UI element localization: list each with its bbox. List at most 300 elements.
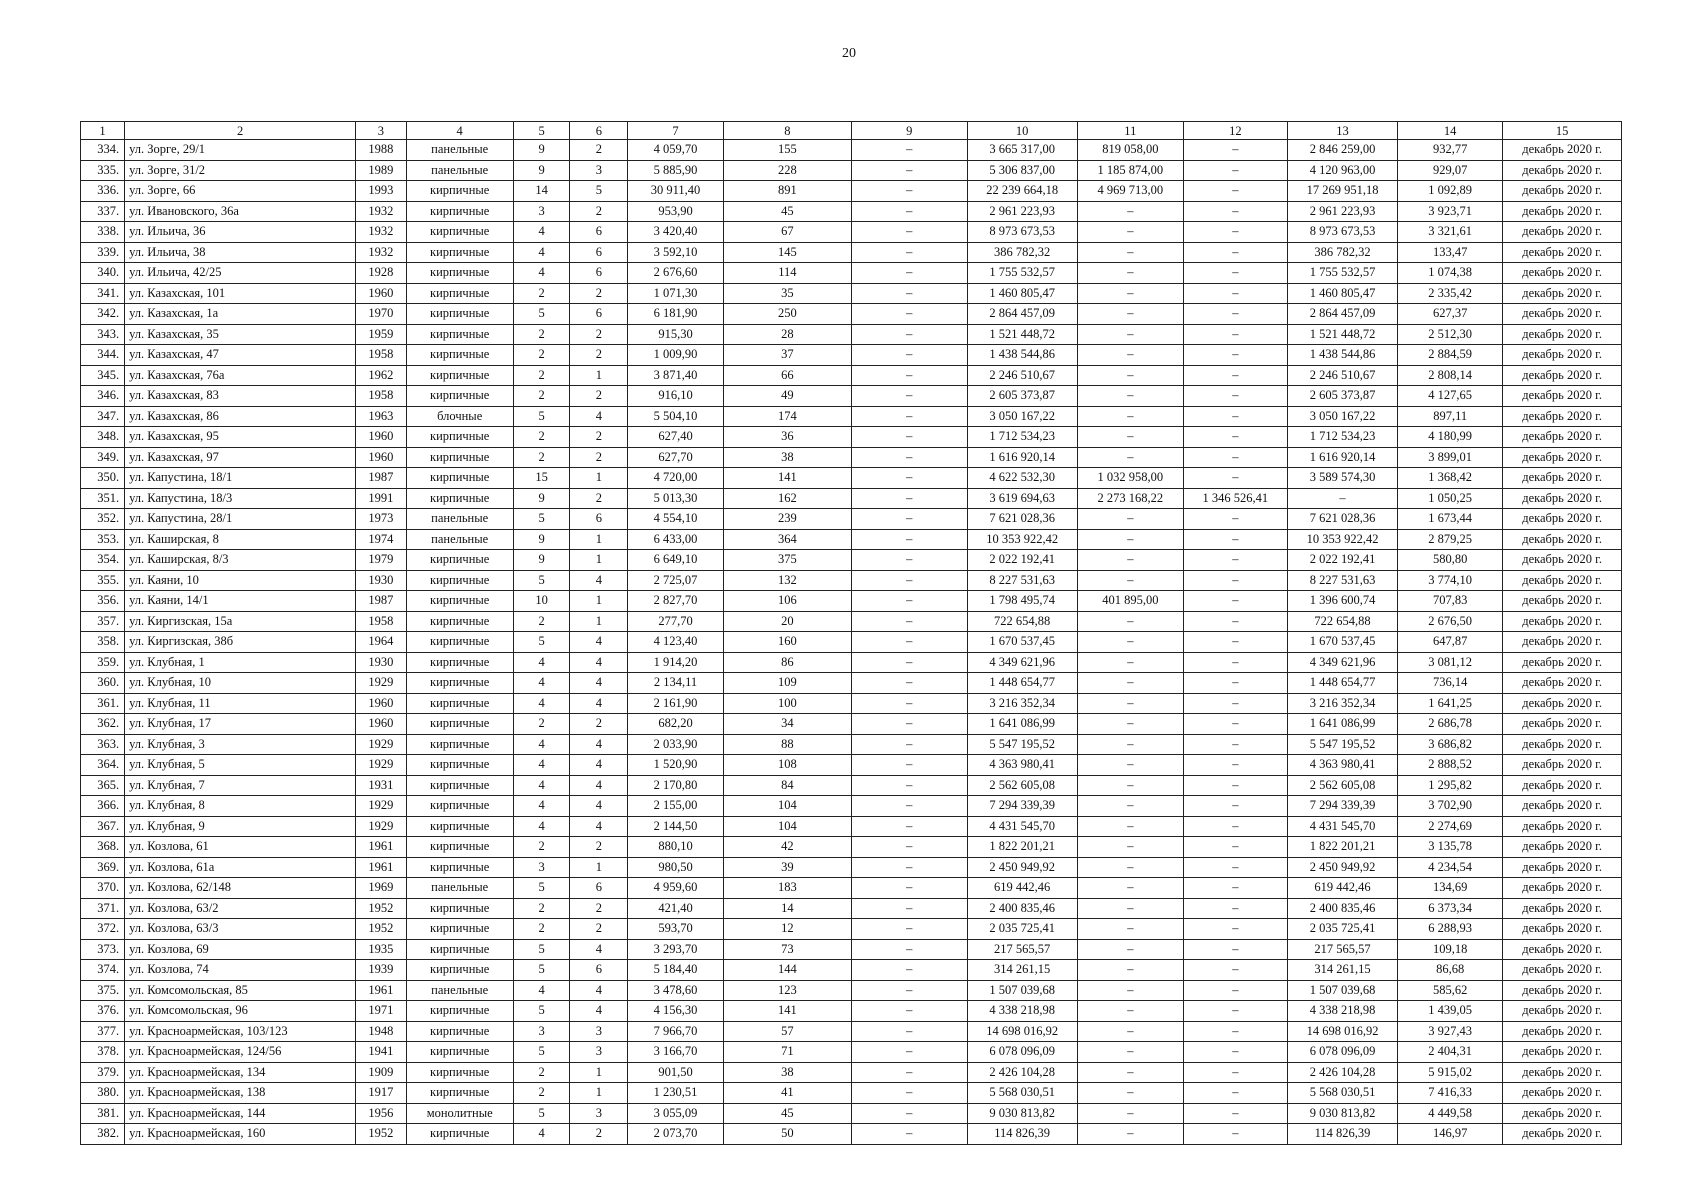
- table-cell: –: [1077, 775, 1183, 796]
- table-cell: 880,10: [628, 837, 724, 858]
- table-cell: 647,87: [1398, 632, 1503, 653]
- table-cell: панельные: [406, 509, 513, 530]
- table-cell: кирпичные: [406, 283, 513, 304]
- table-cell: 357.: [81, 611, 125, 632]
- table-cell: декабрь 2020 г.: [1503, 242, 1622, 263]
- table-row: [81, 898, 1622, 919]
- table-cell: 360.: [81, 673, 125, 694]
- table-cell: 10 353 922,42: [967, 529, 1077, 550]
- table-row: [81, 509, 1622, 530]
- table-cell: 5: [570, 181, 628, 202]
- table-cell: 100: [723, 693, 851, 714]
- table-cell: –: [851, 1042, 967, 1063]
- column-number-row: [81, 122, 1622, 140]
- table-cell: 1948: [356, 1021, 406, 1042]
- table-cell: 10: [513, 591, 570, 612]
- table-cell: кирпичные: [406, 1083, 513, 1104]
- table-cell: кирпичные: [406, 365, 513, 386]
- table-cell: 339.: [81, 242, 125, 263]
- table-cell: –: [851, 1124, 967, 1145]
- table-cell: 9: [513, 529, 570, 550]
- table-cell: 174: [723, 406, 851, 427]
- table-cell: 1989: [356, 160, 406, 181]
- table-cell: 5: [513, 960, 570, 981]
- table-cell: 7 966,70: [628, 1021, 724, 1042]
- table-cell: –: [1183, 980, 1287, 1001]
- table-cell: –: [1183, 591, 1287, 612]
- table-cell: 88: [723, 734, 851, 755]
- table-cell: ул. Ильича, 42/25: [125, 263, 356, 284]
- table-cell: 7 621 028,36: [1287, 509, 1397, 530]
- table-row: [81, 222, 1622, 243]
- table-cell: 2: [513, 714, 570, 735]
- column-number-cell: 14: [1398, 122, 1503, 140]
- table-cell: 6 373,34: [1398, 898, 1503, 919]
- table-cell: кирпичные: [406, 939, 513, 960]
- table-cell: 6 078 096,09: [1287, 1042, 1397, 1063]
- table-cell: 619 442,46: [967, 878, 1077, 899]
- table-cell: –: [1183, 1103, 1287, 1124]
- table-cell: –: [1183, 673, 1287, 694]
- table-cell: –: [851, 673, 967, 694]
- table-cell: ул. Зорге, 66: [125, 181, 356, 202]
- table-cell: 4 554,10: [628, 509, 724, 530]
- table-cell: 1991: [356, 488, 406, 509]
- table-cell: 4: [570, 406, 628, 427]
- table-cell: –: [851, 550, 967, 571]
- table-cell: 9: [513, 488, 570, 509]
- table-cell: 354.: [81, 550, 125, 571]
- table-cell: 356.: [81, 591, 125, 612]
- table-cell: 4: [570, 734, 628, 755]
- table-cell: 1952: [356, 898, 406, 919]
- table-cell: 337.: [81, 201, 125, 222]
- table-cell: –: [851, 816, 967, 837]
- table-cell: 4 123,40: [628, 632, 724, 653]
- table-cell: 1 755 532,57: [967, 263, 1077, 284]
- table-cell: –: [1077, 632, 1183, 653]
- table-cell: 1973: [356, 509, 406, 530]
- table-cell: кирпичные: [406, 427, 513, 448]
- table-cell: –: [1183, 324, 1287, 345]
- table-cell: 4: [513, 263, 570, 284]
- table-cell: 1 798 495,74: [967, 591, 1077, 612]
- table-cell: 4 338 218,98: [1287, 1001, 1397, 1022]
- table-cell: 4: [570, 1001, 628, 1022]
- table-cell: 3: [570, 1103, 628, 1124]
- table-row: [81, 181, 1622, 202]
- column-number-cell: 5: [513, 122, 570, 140]
- table-cell: –: [851, 857, 967, 878]
- table-cell: –: [1077, 611, 1183, 632]
- table-cell: –: [851, 242, 967, 263]
- table-cell: 336.: [81, 181, 125, 202]
- table-cell: 2 426 104,28: [967, 1062, 1077, 1083]
- table-cell: 3 050 167,22: [967, 406, 1077, 427]
- table-cell: 4 431 545,70: [967, 816, 1077, 837]
- table-cell: кирпичные: [406, 222, 513, 243]
- table-cell: 2 073,70: [628, 1124, 724, 1145]
- table-cell: 4: [570, 632, 628, 653]
- table-cell: –: [1183, 939, 1287, 960]
- table-cell: 3 216 352,34: [967, 693, 1077, 714]
- table-cell: 379.: [81, 1062, 125, 1083]
- table-cell: 5 568 030,51: [967, 1083, 1077, 1104]
- table-cell: –: [1183, 775, 1287, 796]
- table-cell: 134,69: [1398, 878, 1503, 899]
- table-cell: декабрь 2020 г.: [1503, 1083, 1622, 1104]
- table-cell: декабрь 2020 г.: [1503, 960, 1622, 981]
- table-cell: –: [1183, 406, 1287, 427]
- table-cell: 2: [513, 345, 570, 366]
- table-cell: –: [1183, 160, 1287, 181]
- table-cell: –: [1183, 734, 1287, 755]
- table-cell: декабрь 2020 г.: [1503, 591, 1622, 612]
- table-cell: –: [851, 345, 967, 366]
- table-cell: декабрь 2020 г.: [1503, 365, 1622, 386]
- table-cell: 2 400 835,46: [967, 898, 1077, 919]
- table-cell: декабрь 2020 г.: [1503, 878, 1622, 899]
- table-cell: 891: [723, 181, 851, 202]
- table-cell: 1941: [356, 1042, 406, 1063]
- table-cell: –: [851, 980, 967, 1001]
- table-cell: ул. Капустина, 18/1: [125, 468, 356, 489]
- table-cell: 5 184,40: [628, 960, 724, 981]
- table-cell: –: [1077, 427, 1183, 448]
- table-cell: 8 973 673,53: [1287, 222, 1397, 243]
- table-cell: –: [1183, 755, 1287, 776]
- table-cell: –: [851, 1021, 967, 1042]
- table-cell: 4: [570, 980, 628, 1001]
- table-cell: 2: [570, 201, 628, 222]
- table-cell: 5 915,02: [1398, 1062, 1503, 1083]
- table-row: [81, 980, 1622, 1001]
- table-cell: 3 216 352,34: [1287, 693, 1397, 714]
- table-cell: 366.: [81, 796, 125, 817]
- column-number-cell: 1: [81, 122, 125, 140]
- table-cell: 1 641,25: [1398, 693, 1503, 714]
- table-cell: 1970: [356, 304, 406, 325]
- table-cell: –: [1077, 201, 1183, 222]
- table-cell: –: [1183, 140, 1287, 161]
- table-cell: декабрь 2020 г.: [1503, 857, 1622, 878]
- table-cell: декабрь 2020 г.: [1503, 222, 1622, 243]
- table-cell: –: [1077, 898, 1183, 919]
- table-cell: ул. Клубная, 8: [125, 796, 356, 817]
- table-cell: ул. Казахская, 101: [125, 283, 356, 304]
- table-cell: –: [1183, 919, 1287, 940]
- table-cell: 2 512,30: [1398, 324, 1503, 345]
- table-cell: 4 120 963,00: [1287, 160, 1397, 181]
- table-cell: –: [1077, 1083, 1183, 1104]
- table-cell: 2: [513, 386, 570, 407]
- table-cell: ул. Каяни, 10: [125, 570, 356, 591]
- table-cell: 1 185 874,00: [1077, 160, 1183, 181]
- table-row: [81, 447, 1622, 468]
- table-cell: 1979: [356, 550, 406, 571]
- table-cell: 372.: [81, 919, 125, 940]
- table-cell: панельные: [406, 160, 513, 181]
- table-cell: ул. Казахская, 86: [125, 406, 356, 427]
- table-cell: 9: [513, 140, 570, 161]
- table-cell: 7 621 028,36: [967, 509, 1077, 530]
- table-cell: –: [851, 591, 967, 612]
- table-cell: 2 161,90: [628, 693, 724, 714]
- table-cell: –: [1077, 857, 1183, 878]
- table-cell: 3: [513, 1021, 570, 1042]
- table-cell: 343.: [81, 324, 125, 345]
- table-cell: 1 295,82: [1398, 775, 1503, 796]
- table-cell: 45: [723, 201, 851, 222]
- table-cell: 3 293,70: [628, 939, 724, 960]
- table-row: [81, 919, 1622, 940]
- table-cell: –: [1183, 201, 1287, 222]
- table-cell: –: [1183, 1062, 1287, 1083]
- table-cell: –: [1077, 652, 1183, 673]
- table-cell: 4 363 980,41: [967, 755, 1077, 776]
- table-cell: 6: [570, 242, 628, 263]
- table-cell: –: [1077, 960, 1183, 981]
- table-cell: 6: [570, 222, 628, 243]
- table-cell: 6: [570, 960, 628, 981]
- table-cell: 67: [723, 222, 851, 243]
- table-cell: 351.: [81, 488, 125, 509]
- table-cell: 4: [513, 796, 570, 817]
- table-cell: 4 127,65: [1398, 386, 1503, 407]
- table-cell: 1969: [356, 878, 406, 899]
- table-cell: –: [1183, 693, 1287, 714]
- table-cell: 38: [723, 447, 851, 468]
- table-cell: –: [1183, 816, 1287, 837]
- table-cell: кирпичные: [406, 960, 513, 981]
- table-cell: –: [851, 304, 967, 325]
- table-cell: 2: [513, 447, 570, 468]
- table-cell: декабрь 2020 г.: [1503, 1062, 1622, 1083]
- column-number-cell: 10: [967, 122, 1077, 140]
- housing-register-table: [80, 121, 1622, 1145]
- table-cell: –: [1183, 960, 1287, 981]
- table-cell: 1 460 805,47: [967, 283, 1077, 304]
- table-cell: 104: [723, 816, 851, 837]
- table-cell: 1917: [356, 1083, 406, 1104]
- table-cell: 3 619 694,63: [967, 488, 1077, 509]
- table-cell: 1 641 086,99: [967, 714, 1077, 735]
- table-cell: кирпичные: [406, 652, 513, 673]
- table-cell: –: [1077, 878, 1183, 899]
- table-cell: –: [851, 263, 967, 284]
- table-cell: декабрь 2020 г.: [1503, 652, 1622, 673]
- table-cell: 5: [513, 509, 570, 530]
- table-cell: 380.: [81, 1083, 125, 1104]
- table-cell: 277,70: [628, 611, 724, 632]
- table-cell: 347.: [81, 406, 125, 427]
- table-cell: 6: [570, 304, 628, 325]
- table-cell: ул. Каширская, 8/3: [125, 550, 356, 571]
- table-cell: ул. Казахская, 95: [125, 427, 356, 448]
- table-cell: ул. Красноармейская, 134: [125, 1062, 356, 1083]
- table-cell: 1929: [356, 755, 406, 776]
- table-cell: декабрь 2020 г.: [1503, 181, 1622, 202]
- table-cell: 15: [513, 468, 570, 489]
- table-cell: ул. Казахская, 1а: [125, 304, 356, 325]
- table-cell: –: [1183, 611, 1287, 632]
- table-cell: 1929: [356, 816, 406, 837]
- table-cell: кирпичные: [406, 693, 513, 714]
- table-cell: 4 234,54: [1398, 857, 1503, 878]
- table-cell: 2: [513, 919, 570, 940]
- table-cell: панельные: [406, 529, 513, 550]
- table-cell: декабрь 2020 г.: [1503, 406, 1622, 427]
- table-cell: –: [1077, 939, 1183, 960]
- table-cell: кирпичные: [406, 1001, 513, 1022]
- table-cell: 2 884,59: [1398, 345, 1503, 366]
- table-cell: 6 649,10: [628, 550, 724, 571]
- table-cell: 66: [723, 365, 851, 386]
- table-cell: 4: [570, 570, 628, 591]
- table-cell: 250: [723, 304, 851, 325]
- table-cell: –: [851, 919, 967, 940]
- table-cell: –: [1183, 652, 1287, 673]
- table-cell: 2 961 223,93: [967, 201, 1077, 222]
- table-cell: 12: [723, 919, 851, 940]
- table-cell: 146,97: [1398, 1124, 1503, 1145]
- table-cell: 2 686,78: [1398, 714, 1503, 735]
- table-cell: кирпичные: [406, 632, 513, 653]
- table-cell: декабрь 2020 г.: [1503, 468, 1622, 489]
- table-cell: 2 170,80: [628, 775, 724, 796]
- table-cell: –: [851, 1103, 967, 1124]
- table-cell: 3: [513, 201, 570, 222]
- table-cell: –: [1077, 242, 1183, 263]
- table-cell: 3 686,82: [1398, 734, 1503, 755]
- table-cell: 4 059,70: [628, 140, 724, 161]
- table-cell: 364: [723, 529, 851, 550]
- table-cell: кирпичные: [406, 1021, 513, 1042]
- table-cell: –: [1183, 1001, 1287, 1022]
- table-cell: 2: [570, 140, 628, 161]
- table-cell: 42: [723, 837, 851, 858]
- table-cell: 4 622 532,30: [967, 468, 1077, 489]
- table-cell: –: [851, 160, 967, 181]
- table-cell: 4: [513, 775, 570, 796]
- table-cell: –: [1077, 550, 1183, 571]
- table-cell: декабрь 2020 г.: [1503, 550, 1622, 571]
- table-cell: декабрь 2020 г.: [1503, 1001, 1622, 1022]
- table-cell: –: [1077, 509, 1183, 530]
- table-row: [81, 406, 1622, 427]
- table-cell: 2: [513, 898, 570, 919]
- table-cell: 1: [570, 611, 628, 632]
- table-cell: 2 827,70: [628, 591, 724, 612]
- table-cell: 1 396 600,74: [1287, 591, 1397, 612]
- table-cell: 3 081,12: [1398, 652, 1503, 673]
- table-cell: –: [1077, 693, 1183, 714]
- table-cell: кирпичные: [406, 734, 513, 755]
- table-cell: 4: [570, 673, 628, 694]
- table-cell: –: [851, 222, 967, 243]
- table-cell: ул. Казахская, 83: [125, 386, 356, 407]
- table-cell: 1 092,89: [1398, 181, 1503, 202]
- table-cell: 5: [513, 406, 570, 427]
- table-cell: ул. Козлова, 74: [125, 960, 356, 981]
- table-cell: 359.: [81, 652, 125, 673]
- column-number-cell: 8: [723, 122, 851, 140]
- table-cell: декабрь 2020 г.: [1503, 386, 1622, 407]
- table-cell: –: [851, 693, 967, 714]
- table-cell: 2 808,14: [1398, 365, 1503, 386]
- table-cell: –: [851, 898, 967, 919]
- table-cell: 580,80: [1398, 550, 1503, 571]
- table-cell: –: [1183, 365, 1287, 386]
- table-cell: декабрь 2020 г.: [1503, 447, 1622, 468]
- table-cell: 5: [513, 1103, 570, 1124]
- table-cell: 363.: [81, 734, 125, 755]
- table-cell: 2: [513, 1083, 570, 1104]
- table-cell: ул. Казахская, 35: [125, 324, 356, 345]
- table-cell: 386 782,32: [1287, 242, 1397, 263]
- table-row: [81, 673, 1622, 694]
- table-cell: 162: [723, 488, 851, 509]
- table-row: [81, 242, 1622, 263]
- table-cell: –: [1077, 529, 1183, 550]
- table-cell: 4: [570, 693, 628, 714]
- table-cell: –: [1287, 488, 1397, 509]
- table-cell: 2 246 510,67: [967, 365, 1077, 386]
- table-cell: 4 180,99: [1398, 427, 1503, 448]
- table-cell: 1 616 920,14: [1287, 447, 1397, 468]
- table-cell: 3 420,40: [628, 222, 724, 243]
- table-cell: –: [1077, 365, 1183, 386]
- table-cell: 3: [570, 1021, 628, 1042]
- table-cell: 421,40: [628, 898, 724, 919]
- table-cell: 627,40: [628, 427, 724, 448]
- table-cell: 736,14: [1398, 673, 1503, 694]
- table-cell: 722 654,88: [1287, 611, 1397, 632]
- table-row: [81, 1042, 1622, 1063]
- table-cell: 123: [723, 980, 851, 1001]
- table-cell: 7 294 339,39: [967, 796, 1077, 817]
- table-cell: 5: [513, 1042, 570, 1063]
- table-cell: 106: [723, 591, 851, 612]
- table-cell: –: [1183, 283, 1287, 304]
- table-cell: декабрь 2020 г.: [1503, 714, 1622, 735]
- table-cell: –: [851, 960, 967, 981]
- table-cell: 376.: [81, 1001, 125, 1022]
- table-cell: 34: [723, 714, 851, 735]
- table-cell: 348.: [81, 427, 125, 448]
- table-cell: 20: [723, 611, 851, 632]
- table-cell: 4: [513, 816, 570, 837]
- table-cell: 915,30: [628, 324, 724, 345]
- table-row: [81, 857, 1622, 878]
- table-cell: 1 822 201,21: [967, 837, 1077, 858]
- table-row: [81, 570, 1622, 591]
- table-cell: –: [1183, 529, 1287, 550]
- table-cell: 2: [570, 898, 628, 919]
- table-cell: 6: [570, 878, 628, 899]
- table-cell: 2 450 949,92: [1287, 857, 1397, 878]
- table-cell: 1: [570, 365, 628, 386]
- table-cell: 3 166,70: [628, 1042, 724, 1063]
- table-cell: 114 826,39: [1287, 1124, 1397, 1145]
- table-cell: 341.: [81, 283, 125, 304]
- table-cell: 358.: [81, 632, 125, 653]
- table-row: [81, 304, 1622, 325]
- table-cell: 1909: [356, 1062, 406, 1083]
- table-cell: 585,62: [1398, 980, 1503, 1001]
- table-cell: 6 288,93: [1398, 919, 1503, 940]
- column-number-cell: 12: [1183, 122, 1287, 140]
